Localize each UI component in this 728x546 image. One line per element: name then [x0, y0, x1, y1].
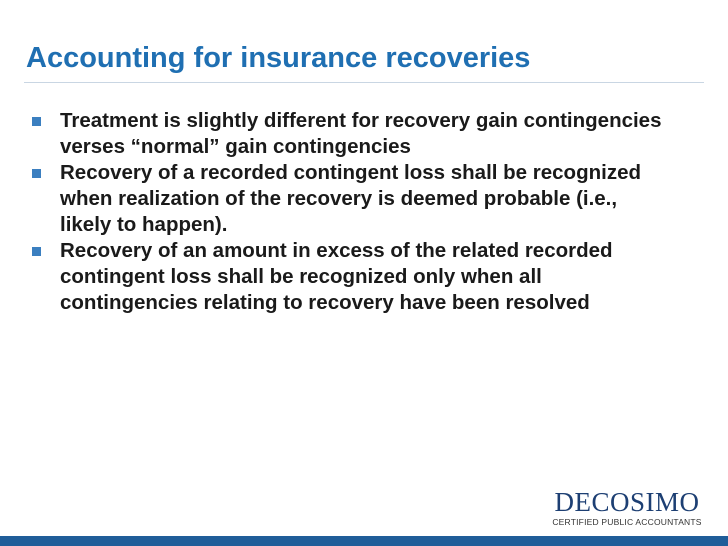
slide-title: Accounting for insurance recoveries	[26, 42, 531, 74]
logo-wordmark: DECOSIMO	[554, 487, 700, 517]
bullet-text: Recovery of a recorded contingent loss shall be recognized when realization of the recovery is deemed probable (i.e., likely to happen).	[60, 161, 641, 236]
decosimo-logo	[552, 488, 702, 527]
square-bullet-icon	[32, 169, 41, 178]
bullet-text: Treatment is slightly different for recovery gain contingencies verses “normal” gain contingencies	[60, 109, 662, 158]
square-bullet-icon	[32, 117, 41, 126]
square-bullet-icon	[32, 247, 41, 256]
bullet-item	[28, 108, 668, 160]
bullet-item	[28, 238, 668, 316]
bottom-accent-bar	[0, 536, 728, 546]
bullet-text: Recovery of an amount in excess of the related recorded contingent loss shall be recognized only when all contingencies relating to recovery have been resolved	[60, 239, 613, 314]
bullet-list	[28, 108, 668, 316]
title-divider	[24, 82, 704, 83]
logo-tagline: CERTIFIED PUBLIC ACCOUNTANTS	[552, 517, 702, 527]
bullet-item	[28, 160, 668, 238]
